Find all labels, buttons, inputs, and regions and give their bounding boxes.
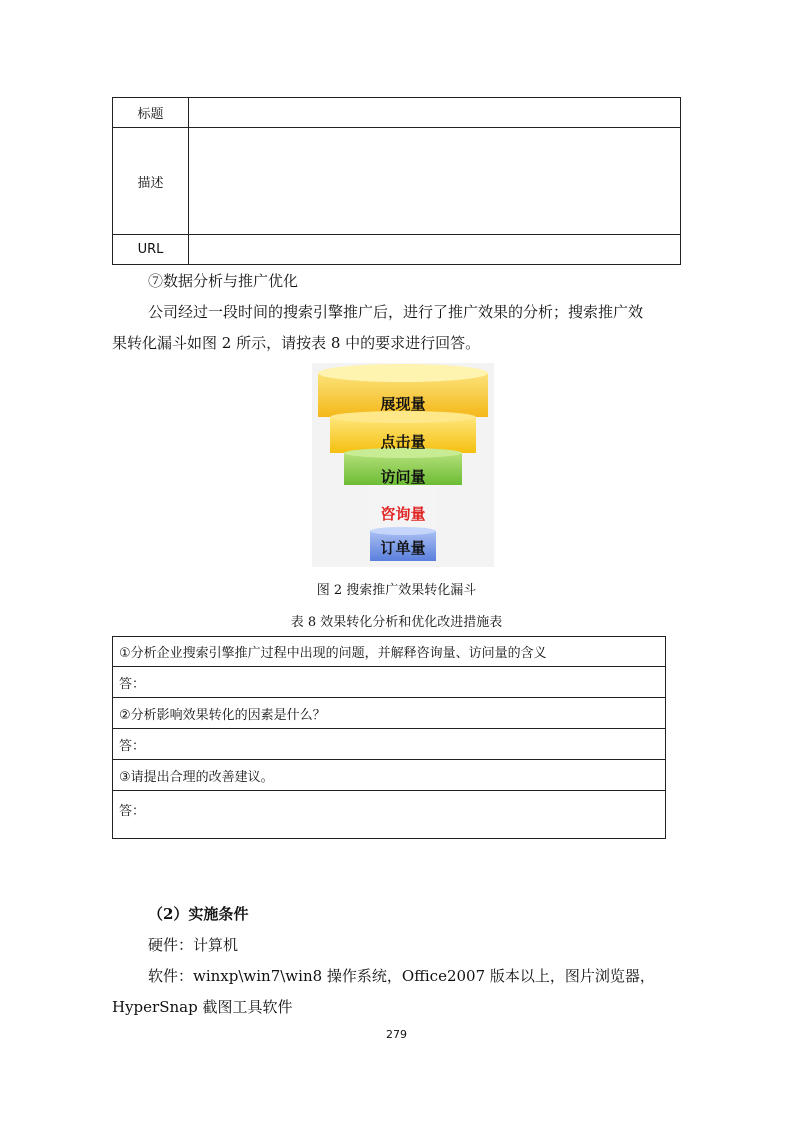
meta-row-url	[113, 235, 681, 265]
table-row	[113, 729, 666, 760]
meta-row-description	[113, 128, 681, 235]
meta-row-title	[113, 98, 681, 128]
meta-label: 标题	[113, 98, 189, 128]
meta-table	[112, 97, 681, 265]
conditions-heading: （2）实施条件	[148, 905, 249, 923]
analysis-table	[112, 636, 666, 839]
funnel-ellipse	[370, 527, 436, 535]
table-row	[113, 760, 666, 791]
meta-value	[189, 128, 681, 235]
funnel-label-inquiries: 咨询量	[380, 505, 426, 523]
funnel-label-impressions: 展现量	[380, 395, 426, 413]
funnel-top-ellipse	[318, 364, 488, 382]
meta-value	[189, 98, 681, 128]
meta-label: URL	[113, 235, 189, 265]
page-number: 279	[386, 1028, 407, 1041]
software-line: 软件：winxp\win7\win8 操作系统，Office2007 版本以上，图片浏览器，	[148, 967, 655, 985]
table-row	[113, 698, 666, 729]
hardware-line: 硬件：计算机	[148, 936, 239, 954]
software-line: HyperSnap 截图工具软件	[112, 998, 293, 1016]
question-cell: ①分析企业搜索引擎推广过程中出现的问题，并解释咨询量、访问量的含义	[113, 637, 666, 667]
table-row	[113, 791, 666, 839]
paragraph-line: 公司经过一段时间的搜索引擎推广后，进行了推广效果的分析；搜索推广效	[148, 303, 644, 321]
table-row	[113, 637, 666, 667]
answer-cell: 答：	[113, 729, 666, 760]
paragraph-line: 果转化漏斗如图 2 所示，请按表 8 中的要求进行回答。	[112, 334, 481, 352]
meta-label: 描述	[113, 128, 189, 235]
meta-value	[189, 235, 681, 265]
funnel-label-orders: 订单量	[380, 539, 426, 557]
section-heading: ⑦数据分析与推广优化	[148, 272, 299, 290]
question-cell: ②分析影响效果转化的因素是什么？	[113, 698, 666, 729]
table-row	[113, 667, 666, 698]
question-cell: ③请提出合理的改善建议。	[113, 760, 666, 791]
funnel-label-clicks: 点击量	[380, 433, 426, 451]
answer-cell: 答：	[113, 791, 666, 839]
figure-caption: 图 2 搜索推广效果转化漏斗	[316, 583, 477, 598]
table-title: 表 8 效果转化分析和优化改进措施表	[290, 615, 503, 630]
answer-cell: 答：	[113, 667, 666, 698]
funnel-figure	[312, 363, 494, 567]
funnel-label-visits: 访问量	[380, 468, 426, 486]
